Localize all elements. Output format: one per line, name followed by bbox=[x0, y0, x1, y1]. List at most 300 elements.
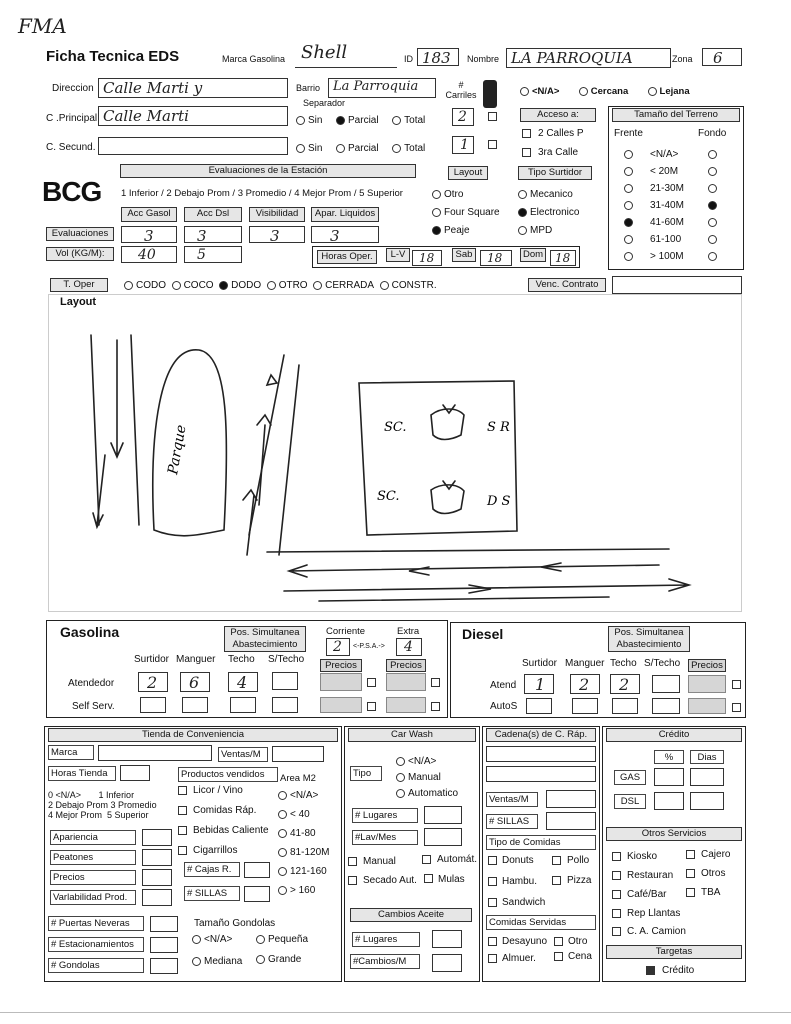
credito-card-label: Crédito bbox=[662, 965, 695, 976]
gas-dias-field[interactable] bbox=[690, 768, 724, 786]
layout-otro-radio[interactable] bbox=[432, 190, 441, 199]
area-radio[interactable] bbox=[278, 886, 287, 895]
form-title: Ficha Tecnica EDS bbox=[46, 48, 180, 65]
puertas-label: # Puertas Neveras bbox=[48, 916, 144, 931]
zona-label: Zona bbox=[672, 54, 693, 64]
terreno-row-label: > 100M bbox=[650, 251, 684, 262]
zona-field[interactable]: 6 bbox=[702, 48, 742, 66]
otros-check[interactable] bbox=[686, 850, 695, 859]
cadena-sillas-label: # SILLAS bbox=[486, 814, 538, 829]
nombre-label: Nombre bbox=[467, 54, 500, 64]
evaluaciones-title: Evaluaciones de la Estación bbox=[120, 164, 416, 178]
acc-gasol-header: Acc Gasol bbox=[121, 207, 177, 222]
dsl-atend-surtidor[interactable]: 1 bbox=[524, 674, 554, 694]
cadena-ventas-field[interactable] bbox=[546, 790, 596, 808]
carriles-principal-field[interactable]: 2 bbox=[452, 108, 474, 126]
aceite-lugares-field[interactable] bbox=[432, 930, 462, 948]
area-label: Area M2 bbox=[280, 773, 316, 784]
gas-atend-check-1[interactable] bbox=[367, 678, 376, 687]
pollo-label: Pollo bbox=[567, 855, 590, 866]
tienda-ventas-label: Ventas/M bbox=[218, 747, 268, 762]
carriles-principal-check[interactable] bbox=[488, 112, 497, 121]
dsl-atend-manguer[interactable]: 2 bbox=[570, 674, 600, 694]
gas-precios-1: Precios bbox=[320, 659, 362, 672]
cw-lav-label: #Lav/Mes bbox=[352, 830, 418, 845]
tipo-comidas-label: Tipo de Comidas bbox=[486, 835, 596, 850]
layout-peaje: Peaje bbox=[432, 225, 470, 236]
sab-field[interactable]: 18 bbox=[480, 250, 512, 266]
corner-note: FMA bbox=[18, 14, 67, 38]
tam-gondolas-label: Tamaño Gondolas bbox=[194, 918, 276, 929]
cw-manual: Manual bbox=[396, 772, 441, 783]
producto-label: Licor / Vino bbox=[193, 785, 243, 796]
aceite-cambios-field[interactable] bbox=[432, 954, 462, 972]
dsl-col-surtidor: Surtidor bbox=[522, 658, 558, 669]
tienda-marca-label: Marca bbox=[48, 745, 94, 760]
evaluaciones-row-label: Evaluaciones bbox=[46, 227, 114, 241]
tienda-eval-label: Precios bbox=[50, 870, 136, 885]
producto-check[interactable] bbox=[178, 826, 187, 835]
dsl-autos-techo[interactable] bbox=[612, 698, 638, 714]
visibilidad-header: Visibilidad bbox=[249, 207, 305, 222]
fondo-radio[interactable] bbox=[708, 218, 717, 227]
gas-atend-manguer[interactable]: 6 bbox=[180, 672, 210, 692]
frente-radio[interactable] bbox=[624, 150, 633, 159]
otros-label: Café/Bar bbox=[627, 889, 667, 900]
cw-mulas-check-label: Mulas bbox=[438, 874, 465, 885]
toper-coco-radio[interactable] bbox=[172, 281, 181, 290]
area-radio[interactable] bbox=[278, 867, 287, 876]
page-bottom-rule bbox=[0, 1012, 791, 1013]
dsl-autos-manguer[interactable] bbox=[572, 698, 598, 714]
tam-grande: Grande bbox=[256, 954, 301, 965]
gas-atend-stecho[interactable] bbox=[272, 672, 298, 690]
tam-mediana: Mediana bbox=[192, 956, 242, 967]
otros-label: Otros bbox=[701, 868, 726, 879]
gas-self-techo[interactable] bbox=[230, 697, 256, 713]
gas-self-manguer[interactable] bbox=[182, 697, 208, 713]
sketch-area[interactable] bbox=[48, 294, 742, 612]
vol-label: Vol (KG/M): bbox=[46, 247, 114, 261]
diesel-title: Diesel bbox=[462, 626, 504, 642]
cw-automat-check[interactable] bbox=[422, 855, 431, 864]
otros-check[interactable] bbox=[612, 927, 621, 936]
dsl-col-manguer: Manguer bbox=[565, 658, 605, 669]
tienda-eval-label: Apariencia bbox=[50, 830, 136, 845]
gas-self-precio-2[interactable] bbox=[386, 697, 426, 713]
almuer-check[interactable] bbox=[488, 954, 497, 963]
evaluaciones-scale: 1 Inferior / 2 Debajo Prom / 3 Promedio / 4 Mejor Prom / 5 Superior bbox=[121, 188, 403, 199]
cw-auto: Automatico bbox=[396, 788, 458, 799]
tam-pequena-radio[interactable] bbox=[256, 935, 265, 944]
cw-lugares-label: # Lugares bbox=[352, 808, 418, 823]
dsl-precios: Precios bbox=[688, 659, 726, 672]
area-option: <N/A> bbox=[278, 790, 318, 801]
pct-label: % bbox=[654, 750, 684, 764]
toper-codo-radio[interactable] bbox=[124, 281, 133, 290]
gondolas-label: # Gondolas bbox=[48, 958, 144, 973]
psa-label: <-P.S.A.-> bbox=[353, 643, 385, 650]
dsl-col-stecho: S/Techo bbox=[644, 658, 681, 669]
terreno-row-label: 31-40M bbox=[650, 200, 684, 211]
frente-label: Frente bbox=[614, 128, 643, 139]
surtidor-mpd: MPD bbox=[518, 225, 552, 236]
producto-check[interactable] bbox=[178, 806, 187, 815]
producto-check[interactable] bbox=[178, 786, 187, 795]
sketch-title: Layout bbox=[60, 296, 97, 308]
producto-label: Bebidas Caliente bbox=[193, 825, 269, 836]
carriles-secundaria-check[interactable] bbox=[488, 140, 497, 149]
cena-label: Cena bbox=[568, 951, 592, 962]
gas-atend-precio-2[interactable] bbox=[386, 673, 426, 691]
gas-atend-precio-1[interactable] bbox=[320, 673, 362, 691]
otros-label: Rep Llantas bbox=[627, 908, 681, 919]
otros-label: Kiosko bbox=[627, 851, 658, 862]
cw-secado-check[interactable] bbox=[348, 876, 357, 885]
cw-automat-check-label: Automát. bbox=[437, 854, 478, 865]
terreno-row-label: <N/A> bbox=[650, 149, 679, 160]
frente-radio[interactable] bbox=[624, 167, 633, 176]
direccion-field[interactable]: Calle Marti y bbox=[98, 78, 288, 98]
frente-radio[interactable] bbox=[624, 201, 633, 210]
sab-label: Sab bbox=[452, 248, 476, 262]
carwash-title: Car Wash bbox=[348, 728, 476, 742]
otros-label: C. A. Camion bbox=[627, 926, 686, 937]
targetas-title: Targetas bbox=[606, 945, 742, 959]
frente-radio[interactable] bbox=[624, 218, 633, 227]
sandwich-check[interactable] bbox=[488, 898, 497, 907]
toper-cerrada-radio[interactable] bbox=[313, 281, 322, 290]
cw-secado-check-label: Secado Aut. bbox=[363, 875, 417, 886]
tienda-eval-field[interactable] bbox=[142, 829, 172, 846]
fondo-radio[interactable] bbox=[708, 252, 717, 261]
terreno-row-label: < 20M bbox=[650, 166, 679, 177]
tienda-sillas-field[interactable] bbox=[244, 886, 270, 902]
venc-field[interactable] bbox=[612, 276, 742, 294]
diesel-pos-label: Pos. Simultanea Abastecimiento bbox=[608, 626, 690, 652]
otros-check[interactable] bbox=[686, 869, 695, 878]
dsl-atend-precio[interactable] bbox=[688, 675, 726, 693]
dsl-atend-techo[interactable]: 2 bbox=[610, 674, 640, 694]
acceso-2calles-check[interactable] bbox=[522, 129, 531, 138]
gas-atend-techo[interactable]: 4 bbox=[228, 672, 258, 692]
cprincipal-field[interactable]: Calle Marti bbox=[98, 106, 288, 126]
credito-card-check[interactable] bbox=[646, 966, 655, 975]
terreno-row-label: 41-60M bbox=[650, 217, 684, 228]
tienda-marca-field[interactable] bbox=[98, 745, 212, 761]
fondo-radio[interactable] bbox=[708, 235, 717, 244]
csecund-field[interactable] bbox=[98, 137, 288, 155]
gas-atend-surtidor[interactable]: 2 bbox=[138, 672, 168, 692]
desayuno-check[interactable] bbox=[488, 937, 497, 946]
tam-na-radio[interactable] bbox=[192, 935, 201, 944]
cadena-ventas-label: Ventas/M bbox=[486, 792, 538, 807]
cw-na-radio[interactable] bbox=[396, 757, 405, 766]
otros-label: TBA bbox=[701, 887, 721, 898]
id-label: ID bbox=[404, 54, 413, 64]
acceso-3ra-check[interactable] bbox=[522, 148, 531, 157]
sep-parcial-radio[interactable] bbox=[336, 116, 345, 125]
id-field[interactable]: 183 bbox=[417, 48, 459, 66]
comidas-servidas-label: Comidas Servidas bbox=[486, 915, 596, 930]
area-option: 41-80 bbox=[278, 828, 316, 839]
surtidor-mpd-radio[interactable] bbox=[518, 226, 527, 235]
eval-apar-liquidos[interactable]: 3 bbox=[311, 226, 379, 243]
toper-label: T. Oper bbox=[50, 278, 108, 292]
gas-self-check-2[interactable] bbox=[431, 702, 440, 711]
layout-four-square-radio[interactable] bbox=[432, 208, 441, 217]
atendedor-label: Atendedor bbox=[68, 678, 115, 689]
vol-gasol[interactable]: 40 bbox=[121, 246, 177, 263]
acceso-title: Acceso a: bbox=[520, 108, 596, 122]
csecund-label: C. Secund. bbox=[46, 142, 96, 153]
sep-sin-radio[interactable] bbox=[296, 116, 305, 125]
productos-label: Productos vendidos bbox=[178, 767, 278, 782]
terreno-title: Tamaño del Terreno bbox=[612, 108, 740, 122]
dsl-autos-check[interactable] bbox=[732, 703, 741, 712]
gas-col-techo: Techo bbox=[228, 654, 255, 665]
gondolas-field[interactable] bbox=[150, 958, 178, 974]
sc2-label: SC. bbox=[377, 489, 400, 504]
cadena-field-1[interactable] bbox=[486, 746, 596, 762]
marca-field[interactable]: Shell bbox=[295, 42, 397, 68]
dsl-col-techo: Techo bbox=[610, 658, 637, 669]
toper-constr-radio[interactable] bbox=[380, 281, 389, 290]
toper-dodo-radio[interactable] bbox=[219, 281, 228, 290]
otro-check[interactable] bbox=[554, 937, 563, 946]
sketch-drawing bbox=[49, 295, 743, 613]
dom-label: Dom bbox=[520, 248, 546, 262]
otros-check[interactable] bbox=[612, 852, 621, 861]
area-option: < 40 bbox=[278, 809, 310, 820]
producto-label: Cigarrillos bbox=[193, 845, 238, 856]
cw-na: <N/A> bbox=[396, 756, 436, 767]
producto-check[interactable] bbox=[178, 846, 187, 855]
dist-na-radio[interactable] bbox=[520, 87, 529, 96]
hambu-check[interactable] bbox=[488, 877, 497, 886]
dias-label: Dias bbox=[690, 750, 724, 764]
acceso-2calles-label: 2 Calles P bbox=[538, 128, 584, 139]
self-label: Self Serv. bbox=[72, 701, 115, 712]
fondo-radio[interactable] bbox=[708, 184, 717, 193]
producto-label: Comidas Ráp. bbox=[193, 805, 257, 816]
dsl-atend-check[interactable] bbox=[732, 680, 741, 689]
venc-label: Venc. Contrato bbox=[528, 278, 606, 292]
surtidor-electronico-radio[interactable] bbox=[518, 208, 527, 217]
gas-self-check-1[interactable] bbox=[367, 702, 376, 711]
marca-label: Marca Gasolina bbox=[222, 54, 286, 64]
carwash-tipo-label: Tipo bbox=[350, 766, 382, 781]
gas-self-precio-1[interactable] bbox=[320, 697, 362, 713]
almuer-label: Almuer. bbox=[502, 953, 536, 964]
vol-dsl[interactable]: 5 bbox=[184, 246, 242, 263]
layout-otro: Otro bbox=[432, 189, 463, 200]
dom-field[interactable]: 18 bbox=[550, 250, 576, 266]
extra-label: Extra bbox=[397, 626, 420, 637]
layout-four-square: Four Square bbox=[432, 207, 500, 218]
pizza-check[interactable] bbox=[552, 876, 561, 885]
dsl-atend-stecho[interactable] bbox=[652, 675, 680, 693]
eval-visibilidad[interactable]: 3 bbox=[249, 226, 305, 243]
fondo-radio[interactable] bbox=[708, 150, 717, 159]
tam-grande-radio[interactable] bbox=[256, 955, 265, 964]
apar-liquidos-header: Apar. Liquidos bbox=[311, 207, 379, 222]
cadena-sillas-field[interactable] bbox=[546, 812, 596, 830]
terreno-row-label: 21-30M bbox=[650, 183, 684, 194]
cw-lav-field[interactable] bbox=[424, 828, 462, 846]
dsl-autos-surtidor[interactable] bbox=[526, 698, 552, 714]
lv-label: L-V bbox=[386, 248, 410, 262]
area-radio[interactable] bbox=[278, 791, 287, 800]
area-option: 81-120M bbox=[278, 847, 329, 858]
acc-dsl-header: Acc Dsl bbox=[184, 207, 242, 222]
cajas-field[interactable] bbox=[244, 862, 270, 878]
sep2-sin-radio[interactable] bbox=[296, 144, 305, 153]
dsl-autos-precio[interactable] bbox=[688, 698, 726, 714]
terreno-row-label: 61-100 bbox=[650, 234, 682, 245]
separador-principal: Sin Parcial Total bbox=[296, 115, 425, 126]
cadena-field-2[interactable] bbox=[486, 766, 596, 782]
cena-check[interactable] bbox=[554, 952, 563, 961]
direccion-label: Direccion bbox=[52, 83, 94, 94]
otros-check[interactable] bbox=[612, 890, 621, 899]
lv-field[interactable]: 18 bbox=[412, 250, 442, 266]
sc1-label: SC. bbox=[384, 420, 407, 435]
dsl-label: DSL bbox=[614, 794, 646, 809]
dsl-pct-field[interactable] bbox=[654, 792, 684, 810]
surtidor-title: Tipo Surtidor bbox=[518, 166, 592, 180]
toper-otro-radio[interactable] bbox=[267, 281, 276, 290]
otros-check[interactable] bbox=[612, 871, 621, 880]
gasolina-pos-label: Pos. Simultanea Abastecimiento bbox=[224, 626, 306, 652]
gas-pct-field[interactable] bbox=[654, 768, 684, 786]
barrio-field[interactable]: La Parroquia bbox=[328, 78, 436, 98]
atend-label: Atend bbox=[490, 680, 517, 691]
horas-label: Horas Oper. bbox=[317, 250, 377, 264]
aceite-cambios-label: #Cambios/M bbox=[350, 954, 420, 969]
area-radio[interactable] bbox=[278, 829, 287, 838]
sep2-parcial-radio[interactable] bbox=[336, 144, 345, 153]
separador-label: Separador bbox=[303, 98, 346, 108]
hambu-label: Hambu. bbox=[502, 876, 538, 887]
tienda-eval-label: Peatones bbox=[50, 850, 136, 865]
acceso-3ra-label: 3ra Calle bbox=[538, 147, 579, 158]
area-option: 121-160 bbox=[278, 866, 327, 877]
dsl-dias-field[interactable] bbox=[690, 792, 724, 810]
tienda-horas-field[interactable] bbox=[120, 765, 150, 781]
sandwich-label: Sandwich bbox=[502, 897, 546, 908]
otros-check[interactable] bbox=[686, 888, 695, 897]
dist-lejana-radio[interactable] bbox=[648, 87, 657, 96]
otros-label: Cajero bbox=[701, 849, 731, 860]
eval-acc-dsl[interactable]: 3 bbox=[184, 226, 242, 243]
area-option: > 160 bbox=[278, 885, 315, 896]
puertas-field[interactable] bbox=[150, 916, 178, 932]
gas-self-stecho[interactable] bbox=[272, 697, 298, 713]
sep-total-radio[interactable] bbox=[392, 116, 401, 125]
tienda-horas-label: Horas Tienda bbox=[48, 766, 116, 781]
corriente-field[interactable]: 2 bbox=[326, 638, 350, 656]
otro-label: Otro bbox=[568, 936, 588, 947]
frente-radio[interactable] bbox=[624, 184, 633, 193]
gas-col-manguer: Manguer bbox=[176, 654, 216, 665]
cw-auto-radio[interactable] bbox=[396, 789, 405, 798]
extra-field[interactable]: 4 bbox=[396, 638, 422, 656]
fondo-radio[interactable] bbox=[708, 167, 717, 176]
estac-field[interactable] bbox=[150, 937, 178, 953]
tienda-eval-field[interactable] bbox=[142, 889, 172, 906]
gas-atend-check-2[interactable] bbox=[431, 678, 440, 687]
sr1-label: S R bbox=[487, 420, 510, 435]
area-radio[interactable] bbox=[278, 810, 287, 819]
tienda-scale: 0 <N/A> 1 Inferior 2 Debajo Prom 3 Promedio 4 Mejor Prom 5 Superior bbox=[48, 790, 157, 820]
layout-opts-title: Layout bbox=[448, 166, 488, 180]
gas-col-stecho: S/Techo bbox=[268, 654, 305, 665]
pollo-check[interactable] bbox=[552, 856, 561, 865]
tienda-title: Tienda de Conveniencia bbox=[48, 728, 338, 742]
carriles-secundaria-field[interactable]: 1 bbox=[452, 136, 474, 154]
desayuno-label: Desayuno bbox=[502, 936, 548, 947]
gas-label: GAS bbox=[614, 770, 646, 785]
cw-mulas-check[interactable] bbox=[424, 874, 433, 883]
surtidor-electronico: Electronico bbox=[518, 207, 579, 218]
otros-title: Otros Servicios bbox=[606, 827, 742, 841]
area-radio[interactable] bbox=[278, 848, 287, 857]
cadena-title: Cadena(s) de C. Ráp. bbox=[486, 728, 596, 742]
pizza-label: Pizza bbox=[567, 875, 592, 886]
parque-label: Parque bbox=[165, 423, 190, 476]
dsl-autos-stecho[interactable] bbox=[652, 698, 680, 714]
gas-precios-2: Precios bbox=[386, 659, 426, 672]
cw-manual-check-label: Manual bbox=[363, 856, 396, 867]
tienda-eval-field[interactable] bbox=[142, 849, 172, 866]
cajas-label: # Cajas R. bbox=[184, 862, 240, 877]
tienda-eval-label: Varlabilidad Prod. bbox=[50, 890, 136, 905]
cw-manual-check[interactable] bbox=[348, 857, 357, 866]
tienda-ventas-field[interactable] bbox=[272, 746, 324, 762]
frente-radio[interactable] bbox=[624, 252, 633, 261]
sep2-total-radio[interactable] bbox=[392, 144, 401, 153]
donuts-label: Donuts bbox=[502, 855, 534, 866]
bcg-logo: BCG bbox=[42, 176, 102, 207]
cw-manual-radio[interactable] bbox=[396, 773, 405, 782]
estac-label: # Estacionamientos bbox=[48, 937, 144, 952]
dist-cercana-radio[interactable] bbox=[579, 87, 588, 96]
nombre-field[interactable]: LA PARROQUIA bbox=[506, 48, 671, 68]
carriles-label: # Carriles bbox=[445, 80, 477, 100]
aceite-title: Cambios Aceite bbox=[350, 908, 472, 922]
fondo-radio[interactable] bbox=[708, 201, 717, 210]
eval-acc-gasol[interactable]: 3 bbox=[121, 226, 177, 243]
tam-pequena: Pequeña bbox=[256, 934, 308, 945]
tienda-eval-field[interactable] bbox=[142, 869, 172, 886]
cw-lugares-field[interactable] bbox=[424, 806, 462, 824]
surtidor-mecanico-radio[interactable] bbox=[518, 190, 527, 199]
aceite-lugares-label: # Lugares bbox=[352, 932, 420, 947]
frente-radio[interactable] bbox=[624, 235, 633, 244]
corriente-label: Corriente bbox=[326, 626, 366, 637]
tam-na: <N/A> bbox=[192, 934, 232, 945]
otros-check[interactable] bbox=[612, 909, 621, 918]
gasolina-title: Gasolina bbox=[60, 624, 120, 640]
gas-self-surtidor[interactable] bbox=[140, 697, 166, 713]
tienda-sillas-label: # SILLAS bbox=[184, 886, 240, 901]
surtidor-mecanico: Mecanico bbox=[518, 189, 573, 200]
layout-peaje-radio[interactable] bbox=[432, 226, 441, 235]
donuts-check[interactable] bbox=[488, 856, 497, 865]
toper-options: CODO COCO DODO OTRO CERRADA CONSTR. bbox=[124, 280, 437, 291]
tam-mediana-radio[interactable] bbox=[192, 957, 201, 966]
